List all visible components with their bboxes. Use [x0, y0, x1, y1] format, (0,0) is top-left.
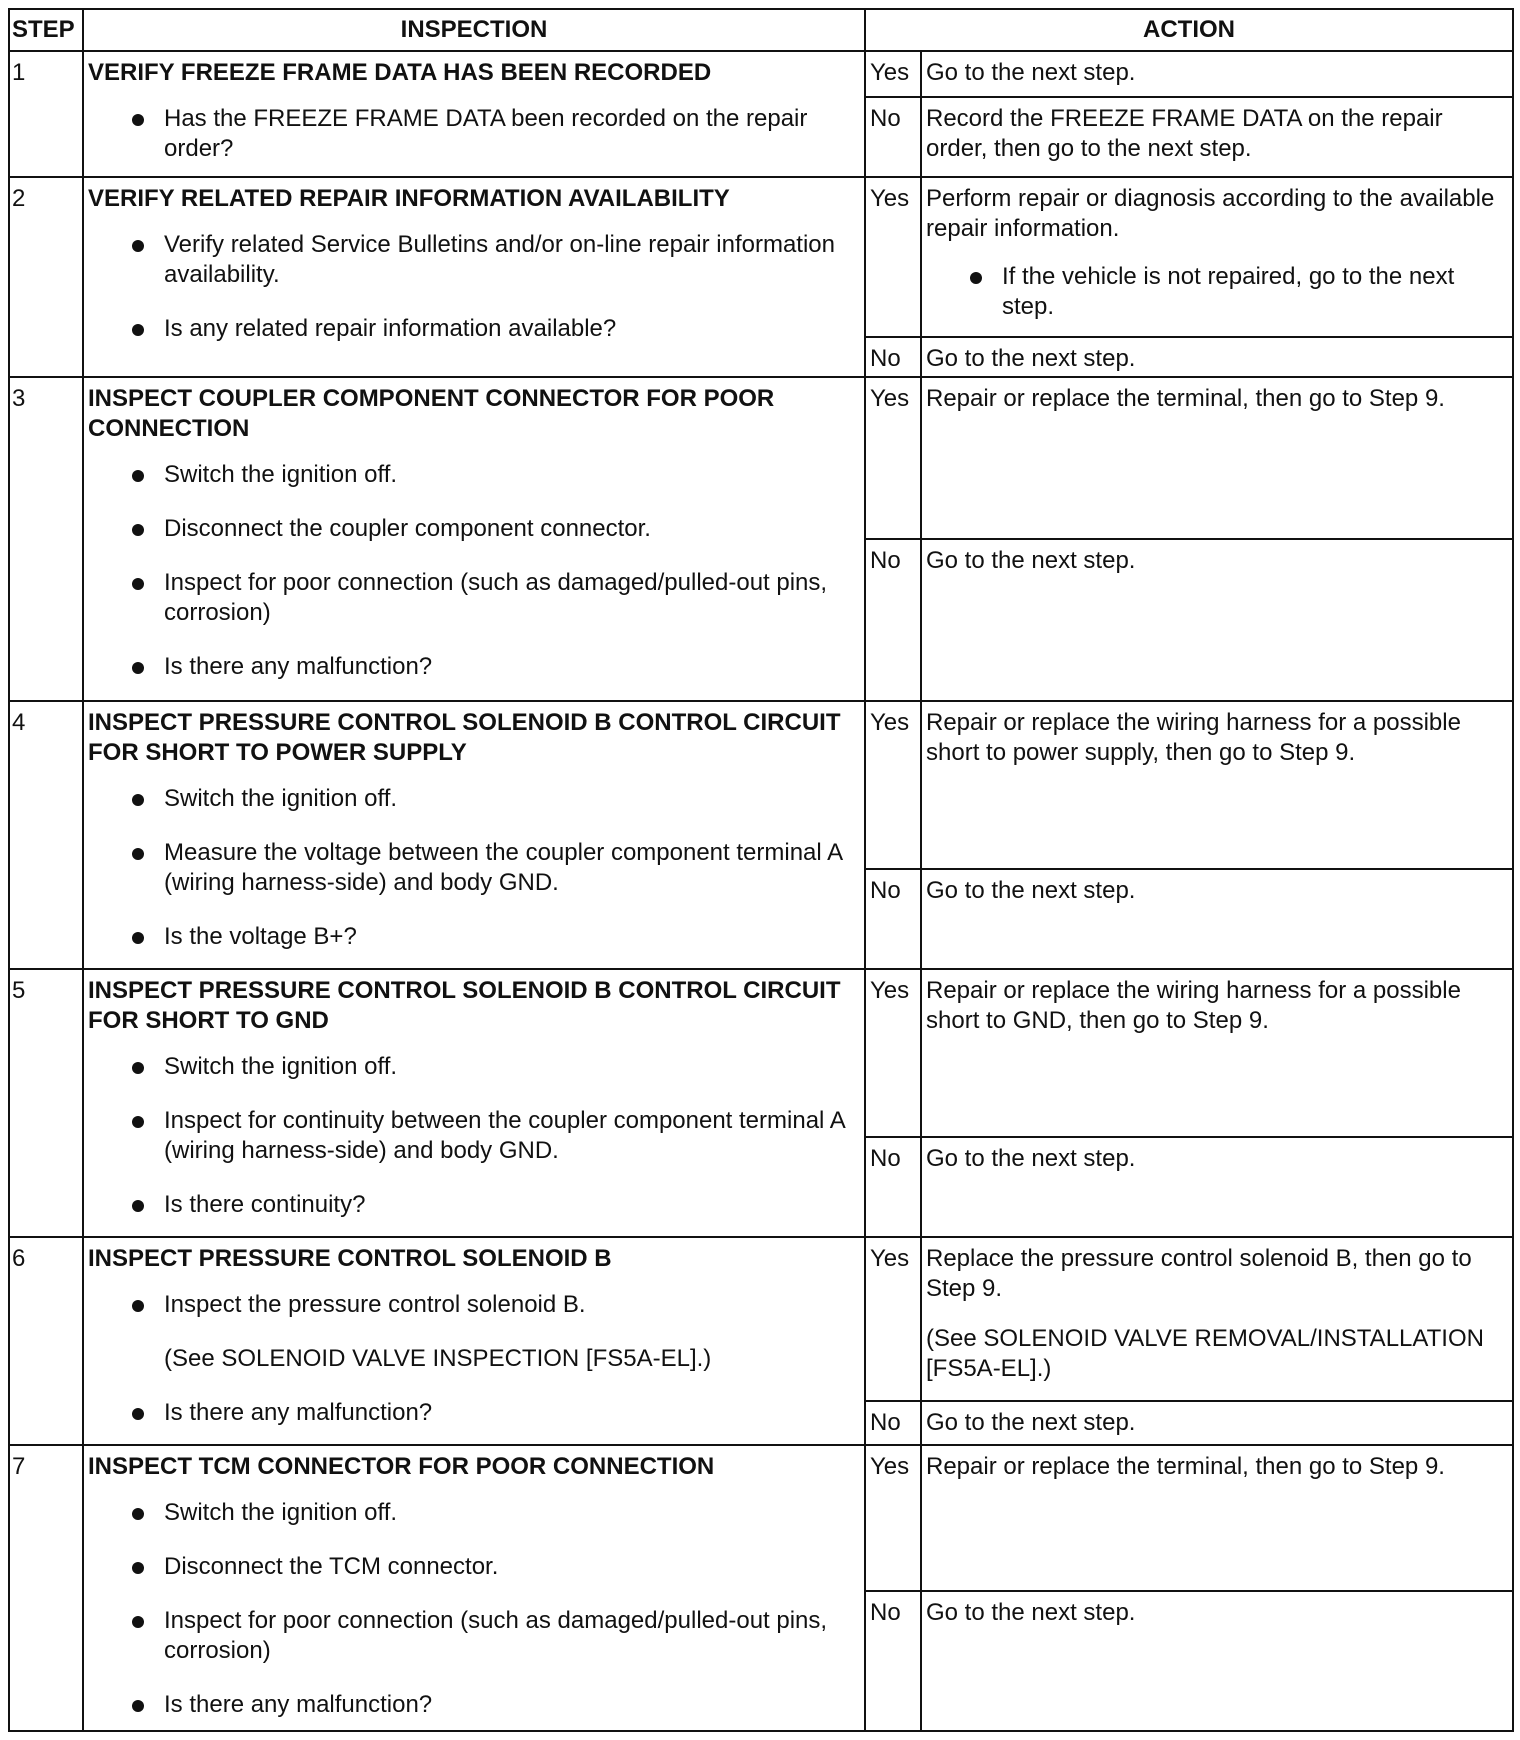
inspection-title: INSPECT TCM CONNECTOR FOR POOR CONNECTION [88, 1453, 715, 1480]
bullet-text: Disconnect the coupler component connector. [164, 515, 651, 542]
list-item [88, 314, 860, 344]
diagnostic-procedure-document [8, 8, 1512, 1730]
yes-action [921, 377, 1513, 539]
no-label: No [865, 1137, 921, 1237]
no-action [921, 337, 1513, 377]
table-row [9, 969, 1513, 1137]
yes-label: Yes [865, 377, 921, 539]
inspection-title: INSPECT COUPLER COMPONENT CONNECTOR FOR POOR CONNECTION [88, 385, 775, 442]
inspection-cell [83, 701, 865, 969]
list-item [88, 652, 860, 682]
bullet-text: Is any related repair information available? [164, 315, 617, 342]
yes-action [921, 969, 1513, 1137]
inspection-title: INSPECT PRESSURE CONTROL SOLENOID B [88, 1245, 612, 1272]
bullet-icon [132, 1408, 144, 1420]
yes-label: Yes [865, 701, 921, 869]
list-item [88, 922, 860, 952]
yes-action [921, 1445, 1513, 1591]
bullet-text: Is there any malfunction? [164, 1691, 433, 1718]
bullet-text: Measure the voltage between the coupler component terminal A (wiring harness-side) and body GND. [164, 839, 842, 896]
inspection-bullets [88, 1398, 860, 1428]
list-item [88, 514, 860, 544]
yes-label: Yes [865, 1445, 921, 1591]
inspection-cell [83, 177, 865, 377]
no-action [921, 869, 1513, 969]
list-item [88, 784, 860, 814]
yes-label: Yes [865, 969, 921, 1137]
action-column-header: ACTION [865, 9, 1513, 51]
inspection-cell [83, 1237, 865, 1445]
no-label: No [865, 1401, 921, 1445]
reference-text: (See SOLENOID VALVE INSPECTION [FS5A-EL].) [164, 1345, 712, 1372]
bullet-icon [132, 1300, 144, 1312]
inspection-title: VERIFY RELATED REPAIR INFORMATION AVAILABILITY [88, 185, 730, 212]
table-row [9, 1237, 1513, 1401]
inspection-bullets [88, 104, 860, 164]
action-text: Repair or replace the wiring harness for a possible short to GND, then go to Step 9. [926, 977, 1461, 1034]
bullet-icon [132, 240, 144, 252]
step-column-header: STEP [9, 9, 83, 51]
inspection-cell [83, 1445, 865, 1731]
list-item [88, 568, 860, 628]
bullet-text: Is there continuity? [164, 1191, 366, 1218]
inspection-bullets [88, 1290, 860, 1320]
bullet-text: If the vehicle is not repaired, go to the next step. [1002, 263, 1455, 320]
list-item [88, 104, 860, 164]
inspection-bullets [88, 230, 860, 344]
bullet-text: Switch the ignition off. [164, 785, 398, 812]
bullet-icon [132, 1116, 144, 1128]
bullet-icon [132, 470, 144, 482]
bullet-text: Is there any malfunction? [164, 1399, 433, 1426]
bullet-text: Inspect for poor connection (such as damaged/pulled-out pins, corrosion) [164, 1607, 828, 1664]
yes-label: Yes [865, 177, 921, 337]
header-row [9, 9, 1513, 51]
no-action [921, 97, 1513, 177]
yes-action [921, 51, 1513, 97]
bullet-icon [132, 1508, 144, 1520]
no-action [921, 1137, 1513, 1237]
yes-label: Yes [865, 1237, 921, 1401]
no-label: No [865, 539, 921, 701]
no-label: No [865, 97, 921, 177]
action-text: Repair or replace the wiring harness for a possible short to power supply, then go to Step 9. [926, 709, 1461, 766]
action-text: Go to the next step. [926, 59, 1136, 86]
action-text: Record the FREEZE FRAME DATA on the repair order, then go to the next step. [926, 105, 1443, 162]
inspection-column-header: INSPECTION [83, 9, 865, 51]
bullet-icon [132, 932, 144, 944]
inspection-title: INSPECT PRESSURE CONTROL SOLENOID B CONTROL CIRCUIT FOR SHORT TO GND [88, 977, 841, 1034]
bullet-icon [132, 578, 144, 590]
bullet-text: Has the FREEZE FRAME DATA been recorded on the repair order? [164, 105, 808, 162]
no-action [921, 1401, 1513, 1445]
action-text: Go to the next step. [926, 345, 1136, 372]
no-label: No [865, 1591, 921, 1731]
bullet-icon [132, 324, 144, 336]
inspection-title: INSPECT PRESSURE CONTROL SOLENOID B CONTROL CIRCUIT FOR SHORT TO POWER SUPPLY [88, 709, 841, 766]
bullet-icon [132, 1062, 144, 1074]
action-text: Go to the next step. [926, 1409, 1136, 1436]
bullet-icon [132, 114, 144, 126]
bullet-icon [970, 272, 982, 284]
bullet-text: Switch the ignition off. [164, 1499, 398, 1526]
action-text: Repair or replace the terminal, then go to Step 9. [926, 1453, 1445, 1480]
list-item [88, 1106, 860, 1166]
inspection-bullets [88, 1052, 860, 1220]
inspection-bullets [88, 460, 860, 682]
inspection-bullets [88, 784, 860, 952]
action-text: Go to the next step. [926, 547, 1136, 574]
yes-label: Yes [865, 51, 921, 97]
list-item [88, 838, 860, 898]
bullet-text: Is there any malfunction? [164, 653, 433, 680]
inspection-bullets [88, 1498, 860, 1720]
bullet-text: Inspect for poor connection (such as damaged/pulled-out pins, corrosion) [164, 569, 828, 626]
table-row [9, 1445, 1513, 1591]
bullet-text: Switch the ignition off. [164, 1053, 398, 1080]
list-item [88, 1052, 860, 1082]
step-number: 4 [9, 701, 83, 969]
inspection-cell [83, 51, 865, 177]
inspection-title: VERIFY FREEZE FRAME DATA HAS BEEN RECORDED [88, 59, 712, 86]
yes-action [921, 1237, 1513, 1401]
step-number: 3 [9, 377, 83, 701]
list-item [88, 1190, 860, 1220]
yes-action [921, 177, 1513, 337]
no-action [921, 539, 1513, 701]
bullet-icon [132, 1562, 144, 1574]
bullet-icon [132, 1700, 144, 1712]
step-number: 1 [9, 51, 83, 177]
inspection-cell [83, 377, 865, 701]
list-item [88, 1290, 860, 1320]
bullet-icon [132, 524, 144, 536]
bullet-icon [132, 1200, 144, 1212]
bullet-icon [132, 662, 144, 674]
list-item [88, 1398, 860, 1428]
bullet-text: Is the voltage B+? [164, 923, 357, 950]
action-text: Go to the next step. [926, 877, 1136, 904]
bullet-text: Verify related Service Bulletins and/or on-line repair information availability. [164, 231, 836, 288]
action-text: Go to the next step. [926, 1599, 1136, 1626]
list-item [88, 460, 860, 490]
diagnostic-table [8, 8, 1514, 1732]
list-item [88, 1552, 860, 1582]
step-number: 7 [9, 1445, 83, 1731]
step-number: 5 [9, 969, 83, 1237]
yes-action [921, 701, 1513, 869]
bullet-text: Inspect for continuity between the coupler component terminal A (wiring harness-side) and body GND. [164, 1107, 845, 1164]
table-row [9, 177, 1513, 337]
list-item [88, 1690, 860, 1720]
bullet-icon [132, 794, 144, 806]
bullet-text: Disconnect the TCM connector. [164, 1553, 499, 1580]
action-text: Go to the next step. [926, 1145, 1136, 1172]
inspection-cell [83, 969, 865, 1237]
no-label: No [865, 869, 921, 969]
action-text: Repair or replace the terminal, then go to Step 9. [926, 385, 1445, 412]
table-row [9, 701, 1513, 869]
step-number: 2 [9, 177, 83, 377]
action-reference: (See SOLENOID VALVE REMOVAL/INSTALLATION [FS5A-EL].) [926, 1325, 1484, 1382]
no-action [921, 1591, 1513, 1731]
bullet-icon [132, 1616, 144, 1628]
table-row [9, 51, 1513, 97]
bullet-text: Switch the ignition off. [164, 461, 398, 488]
list-item [88, 230, 860, 290]
action-text: Perform repair or diagnosis according to the available repair information. [926, 185, 1495, 242]
bullet-text: Inspect the pressure control solenoid B. [164, 1291, 586, 1318]
action-sub-bullet [926, 262, 1508, 322]
action-text: Replace the pressure control solenoid B, then go to Step 9. [926, 1245, 1472, 1302]
no-label: No [865, 337, 921, 377]
step-number: 6 [9, 1237, 83, 1445]
table-row [9, 377, 1513, 539]
list-item [88, 1606, 860, 1666]
bullet-icon [132, 848, 144, 860]
list-item [88, 1498, 860, 1528]
